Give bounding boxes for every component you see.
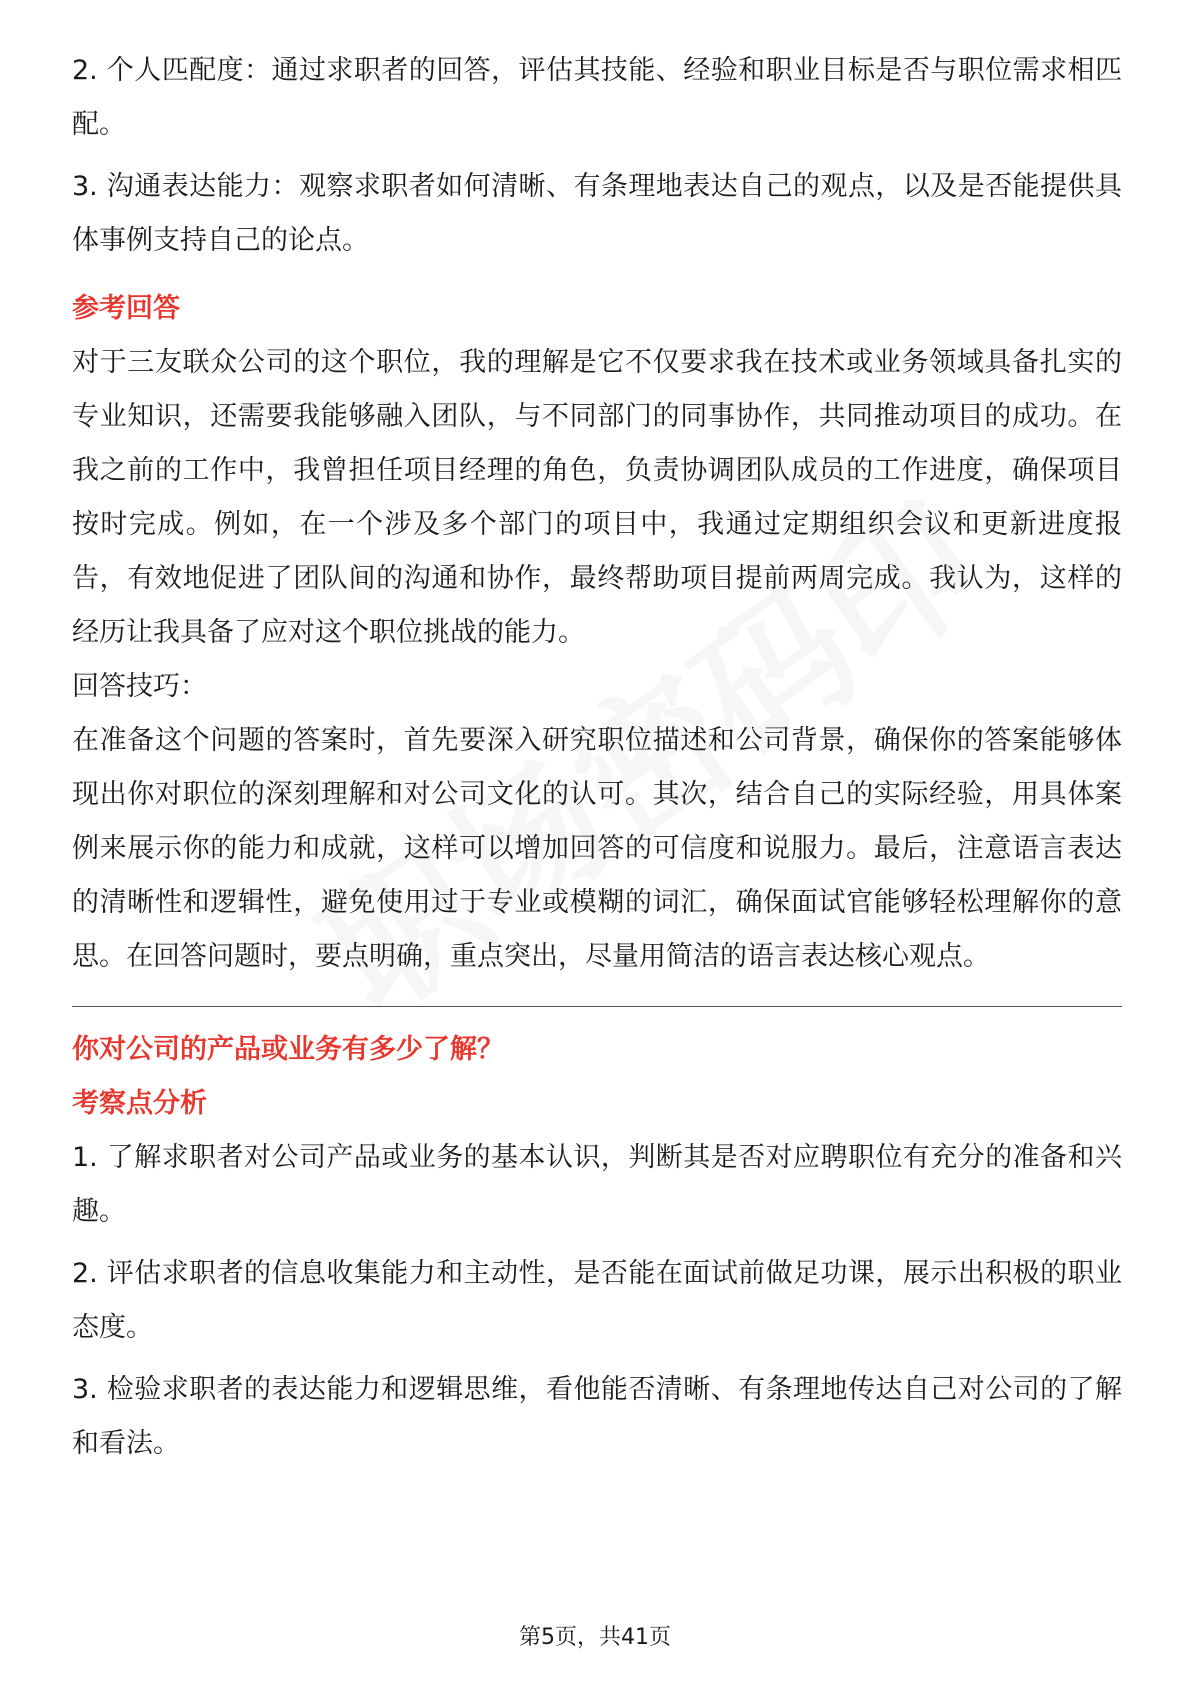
analysis-point-2: 2. 评估求职者的信息收集能力和主动性，是否能在面试前做足功课，展示出积极的职业态度。: [72, 1258, 1122, 1343]
analysis-point-3: 3. 检验求职者的表达能力和逻辑思维，看他能否清晰、有条理地传达自己对公司的了解和看法。: [72, 1374, 1122, 1459]
reference-answer-text: 对于三友联众公司的这个职位，我的理解是它不仅要求我在技术或业务领域具备扎实的专业知识，还需要我能够融入团队，与不同部门的同事协作，共同推动项目的成功。在我之前的工作中，我曾担任项目经理的角色，负责协调团队成员的工作进度，确保项目按时完成。例如，在一个涉及多个部门的项目中，我通过定期组织会议和更新进度报告，有效地促进了团队间的沟通和协作，最终帮助项目提前两周完成。我认为，这样的经历让我具备了应对这个职位挑战的能力。: [72, 347, 1122, 648]
evaluation-point-2: 2. 个人匹配度：通过求职者的回答，评估其技能、经验和职业目标是否与职位需求相匹配。: [72, 55, 1122, 140]
analysis-heading: 考察点分析: [72, 1088, 207, 1119]
page-number: 第5页，共41页: [519, 1625, 671, 1650]
tips-label: 回答技巧：: [72, 671, 207, 702]
reference-answer-heading: 参考回答: [72, 293, 180, 324]
analysis-point-1: 1. 了解求职者对公司产品或业务的基本认识，判断其是否对应聘职位有充分的准备和兴趣。: [72, 1142, 1122, 1227]
evaluation-point-3: 3. 沟通表达能力：观察求职者如何清晰、有条理地表达自己的观点，以及是否能提供具体事例支持自己的论点。: [72, 171, 1122, 256]
question-heading: 你对公司的产品或业务有多少了解？: [72, 1034, 504, 1065]
document-page: [72, 44, 1122, 1471]
tips-text: 在准备这个问题的答案时，首先要深入研究职位描述和公司背景，确保你的答案能够体现出你对职位的深刻理解和对公司文化的认可。其次，结合自己的实际经验，用具体案例来展示你的能力和成就，这样可以增加回答的可信度和说服力。最后，注意语言表达的清晰性和逻辑性，避免使用过于专业或模糊的词汇，确保面试官能够轻松理解你的意思。在回答问题时，要点明确，重点突出，尽量用简洁的语言表达核心观点。: [72, 725, 1122, 972]
section-divider: [72, 1006, 1122, 1007]
